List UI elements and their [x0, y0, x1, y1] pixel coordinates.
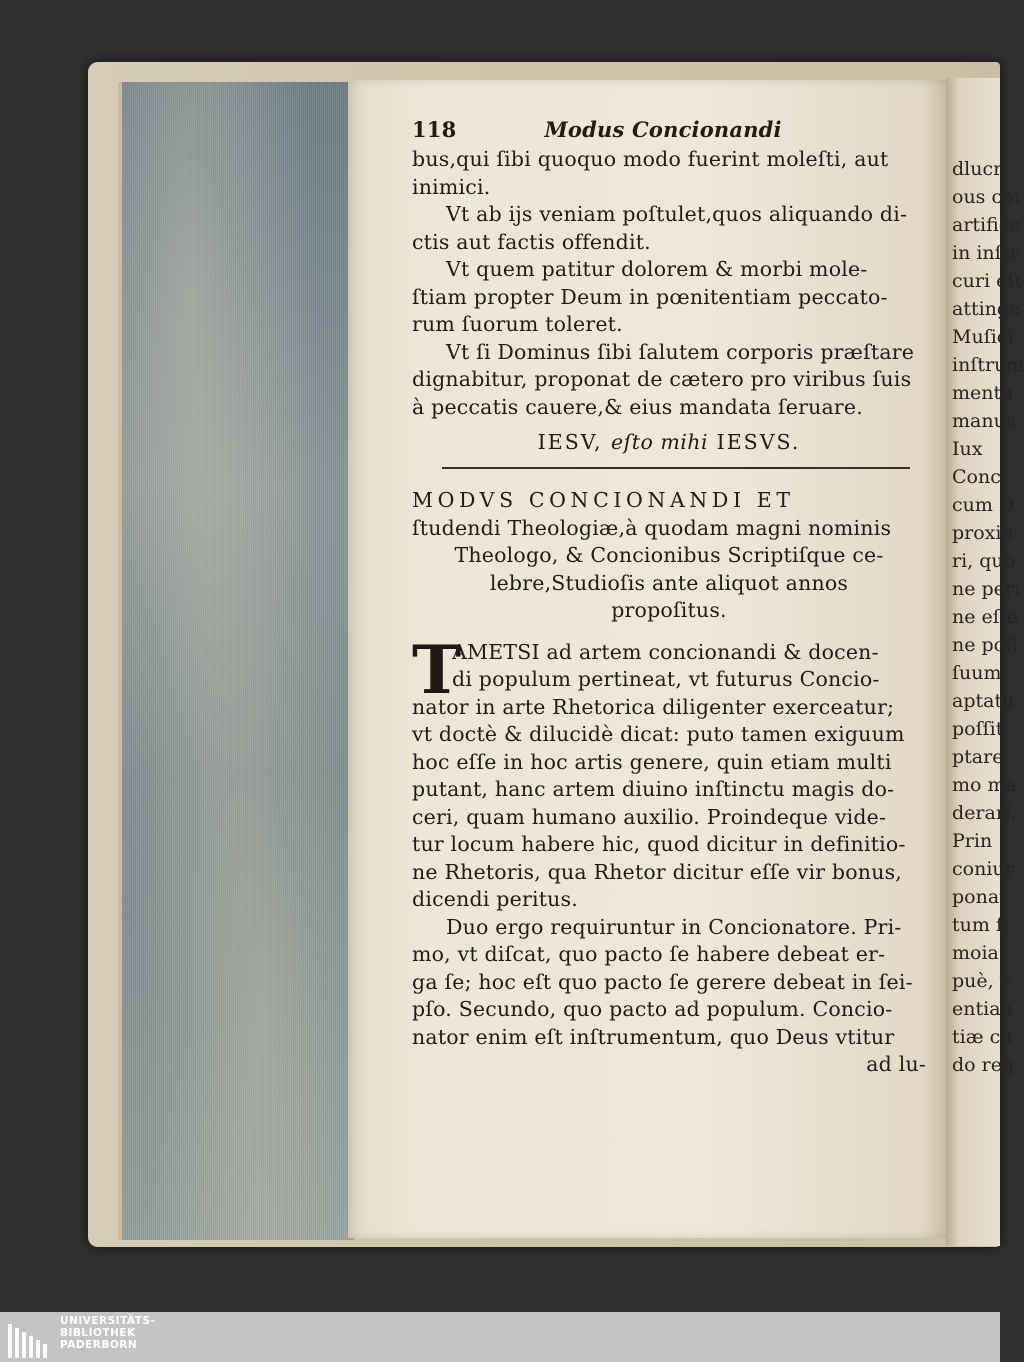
- text-line: Vt ab ijs veniam poſtulet,quos aliquando di-: [446, 202, 908, 226]
- facing-page-fragment: Conci: [952, 466, 1007, 488]
- text-line: pſo. Secundo, quo pacto ad populum. Concio-: [412, 997, 893, 1021]
- text-line: ctis aut factis offendit.: [412, 229, 651, 254]
- facing-page-fragment: ſuum,: [952, 662, 1008, 684]
- heading-line: lebre,Studioſis ante aliquot annos: [489, 570, 849, 595]
- facing-page-fragment: poſſit: [952, 718, 1004, 740]
- logo-line: BIBLIOTHEK: [60, 1327, 136, 1339]
- text-line: ſtiam propter Deum in pœnitentiam peccato-: [412, 284, 888, 309]
- text-line: mo, vt diſcat, quo pacto ſe habere debeat er-: [412, 942, 886, 966]
- text-line: ceri, quam humano auxilio. Proindeque vide-: [412, 804, 887, 829]
- facing-page: [946, 78, 1024, 1246]
- text-line: nator in arte Rhetorica diligenter exerceatur;: [412, 694, 895, 719]
- page-text: [412, 116, 926, 1079]
- drop-cap: T: [412, 630, 462, 709]
- heading-line: propoſitus.: [611, 598, 727, 622]
- text-line: Vt quem patitur dolorem & morbi mole-: [446, 257, 868, 281]
- facing-page-fragment: do req: [952, 1054, 1015, 1076]
- text-line: ne Rhetoris, qua Rhetor dicitur eſſe vir bonus,: [412, 859, 903, 884]
- facing-page-fragment: tum ſi: [952, 914, 1010, 936]
- body-paragraph: [412, 630, 926, 914]
- facing-page-fragment: Iux: [952, 438, 983, 460]
- logo-line: PADERBORN: [60, 1339, 138, 1351]
- running-title: Modus Concionandi: [544, 117, 782, 142]
- text-line: Vt ſi Dominus ſibi ſalutem corporis præſtare: [446, 339, 915, 364]
- divider-rule: [442, 467, 910, 469]
- page-edges: [118, 82, 354, 1240]
- facing-page-fragment: proxin: [952, 522, 1014, 544]
- heading-line: Theologo, & Concionibus Scriptiſque ce-: [454, 543, 884, 567]
- facing-page-fragment: attinge: [952, 298, 1021, 320]
- facing-page-fragment: cum D: [952, 494, 1015, 516]
- facing-page-fragment: mentu: [952, 382, 1014, 404]
- facing-page-fragment: manus: [952, 410, 1016, 432]
- text-line: di populum pertineat, vt futurus Concio-: [452, 667, 880, 691]
- heading-line: ſtudendi Theologiæ,à quodam magni nominis: [412, 515, 892, 540]
- running-header: [412, 116, 926, 144]
- library-logo-icon: [8, 1318, 52, 1358]
- text-line: ga ſe; hoc eſt quo pacto ſe gerere debeat in ſei-: [412, 969, 913, 994]
- text-line: nator enim eſt inſtrumentum, quo Deus vtitur: [412, 1024, 895, 1049]
- facing-page-fragment: ptare: [952, 746, 1004, 768]
- text-line: dignabitur, proponat de cætero pro viribus ſuis: [412, 367, 912, 391]
- text-line: tur locum habere hic, quod dicitur in definitio-: [412, 832, 906, 856]
- library-logo-text: [60, 1315, 155, 1351]
- facing-page-fragment: ous coi: [952, 186, 1020, 208]
- facing-page-fragment: mo ma: [952, 774, 1017, 796]
- facing-page-fragment: curi eſt: [952, 270, 1022, 292]
- footer-bar: [0, 1312, 1000, 1362]
- text-line: Duo ergo requiruntur in Concionatore. Pri-: [446, 914, 902, 939]
- facing-page-fragment: tiæ cu: [952, 1026, 1013, 1048]
- text-line: AMETSI ad artem concionandi & docen-: [452, 639, 879, 664]
- facing-page-fragment: aptatu: [952, 690, 1015, 712]
- motto-part: IESV,: [537, 430, 603, 454]
- facing-page-fragment: dlucr: [952, 158, 1003, 180]
- text-line: à peccatis cauere,& eius mandata ſeruare.: [412, 394, 863, 419]
- facing-page-fragment: inſtrum: [952, 354, 1024, 376]
- section-heading: MODVS CONCIONANDI ET: [412, 487, 795, 512]
- facing-page-fragment: ne eſſe: [952, 606, 1019, 628]
- motto: [412, 429, 926, 457]
- page-number: 118: [412, 117, 457, 142]
- text-line: dicendi peritus.: [412, 887, 578, 911]
- facing-page-fragment: puè, v: [952, 970, 1011, 992]
- facing-page-fragment: entian: [952, 998, 1013, 1020]
- logo-line: UNIVERSITÄTS-: [60, 1315, 156, 1327]
- text-line: bus,qui ſibi quoquo modo fuerint moleſti, aut: [412, 147, 889, 171]
- text-line: inimici.: [412, 174, 491, 199]
- text-line: putant, hanc artem diuino inſtinctu magis do-: [412, 777, 895, 801]
- text-line: rum ſuorum toleret.: [412, 312, 623, 336]
- motto-part: eſto mihi: [611, 430, 709, 454]
- facing-page-fragment: Prin: [952, 830, 993, 852]
- facing-page-fragment: ne poſi: [952, 634, 1019, 656]
- facing-page-fragment: ne peri: [952, 578, 1021, 600]
- facing-page-fragment: moia: [952, 942, 999, 964]
- facing-page-fragment: Muſici: [952, 326, 1014, 348]
- facing-page-fragment: derari.: [952, 802, 1018, 824]
- text-line: hoc eſſe in hoc artis genere, quin etiam multi: [412, 749, 892, 774]
- text-line: vt doctè & dilucidè dicat: puto tamen exiguum: [412, 722, 905, 746]
- facing-page-fragment: ri, quo: [952, 550, 1016, 572]
- facing-page-fragment: coniur: [952, 858, 1014, 880]
- facing-page-fragment: in inſtr: [952, 242, 1019, 264]
- catchword: ad lu-: [866, 1052, 926, 1076]
- motto-part: IESVS.: [716, 430, 801, 454]
- facing-page-fragment: artifice: [952, 214, 1021, 236]
- facing-page-fragment: ponat: [952, 886, 1007, 908]
